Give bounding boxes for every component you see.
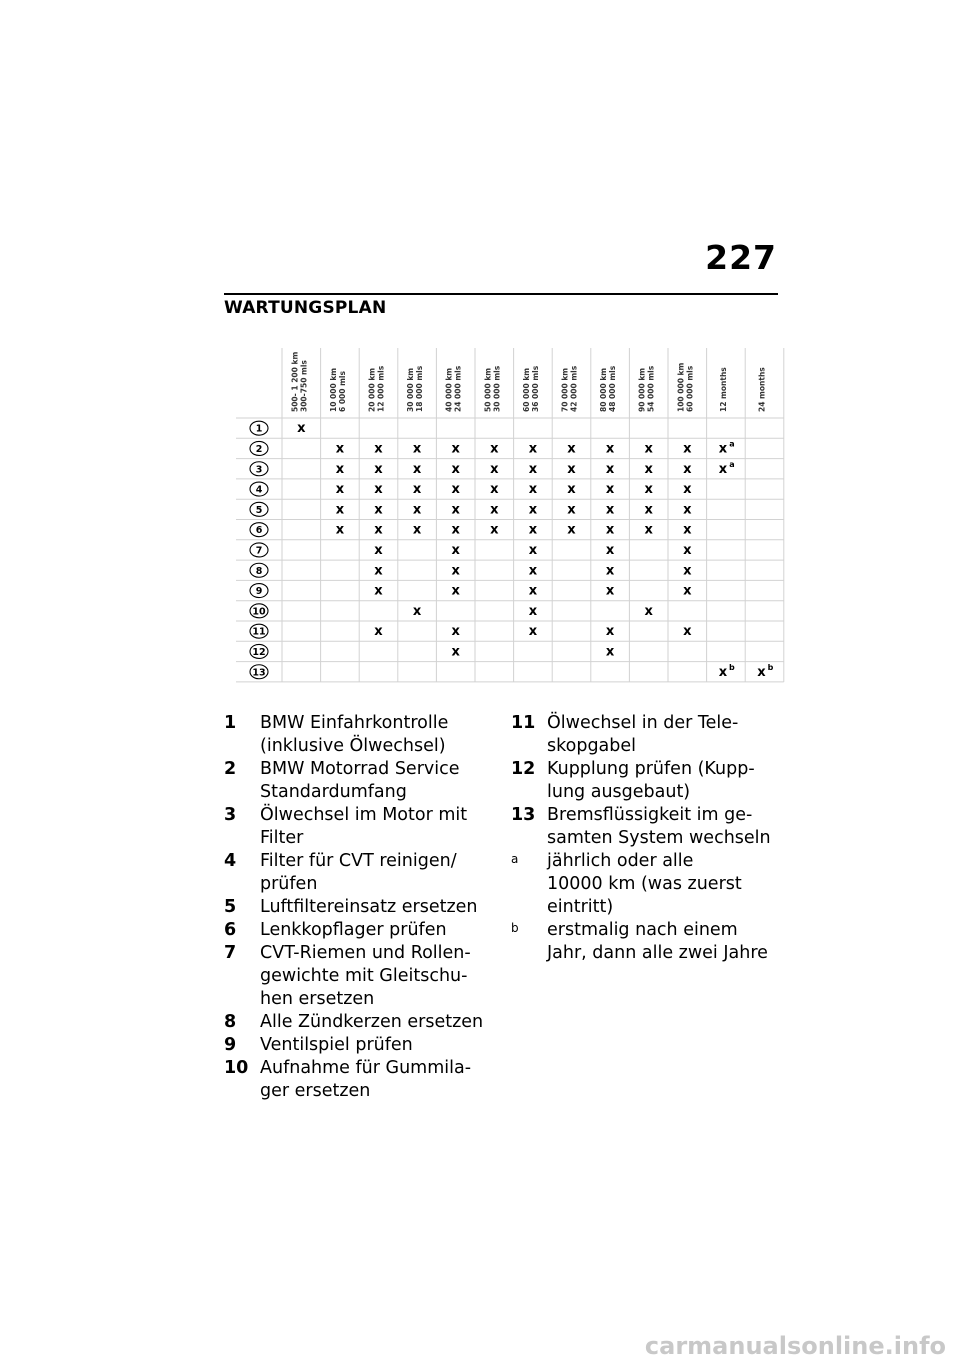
schedule-mark: x bbox=[374, 441, 383, 457]
schedule-mark: x bbox=[683, 624, 692, 640]
legend-text-line: erstmalig nach einem bbox=[547, 920, 738, 940]
schedule-mark: x bbox=[683, 441, 692, 457]
legend-text-line: Aufnahme für Gummila- bbox=[260, 1058, 472, 1078]
schedule-mark: x bbox=[683, 542, 692, 558]
legend-text bbox=[260, 804, 484, 850]
legend-item bbox=[511, 850, 781, 919]
schedule-mark: x bbox=[412, 482, 422, 498]
row-number: 8 bbox=[255, 565, 263, 577]
legend-text-line: Ölwechsel in der Tele- bbox=[547, 713, 739, 733]
section-title: WARTUNGSPLAN bbox=[224, 298, 387, 318]
legend-text bbox=[260, 919, 484, 942]
schedule-mark: x bbox=[644, 502, 653, 518]
column-header: 40 000 km24 000 mls bbox=[444, 365, 463, 412]
schedule-mark: x bbox=[528, 542, 538, 558]
legend-text bbox=[547, 712, 781, 758]
schedule-mark: x bbox=[528, 482, 538, 498]
legend-item bbox=[224, 850, 484, 896]
row-number: 7 bbox=[255, 545, 263, 557]
legend-text-line: Alle Zündkerzen ersetzen bbox=[260, 1012, 484, 1032]
schedule-mark: x bbox=[451, 482, 460, 498]
schedule-mark: x bbox=[528, 583, 538, 599]
legend-number: 8 bbox=[224, 1012, 237, 1032]
legend-text-line: jährlich oder alle bbox=[547, 851, 694, 871]
legend-number: 1 bbox=[224, 713, 237, 733]
row-number: 12 bbox=[252, 646, 266, 658]
legend-item bbox=[224, 1011, 484, 1034]
legend-text bbox=[547, 919, 781, 965]
legend-text-line: CVT-Riemen und Rollen- bbox=[260, 943, 471, 963]
schedule-mark: x bbox=[683, 482, 692, 498]
schedule-mark: x bbox=[757, 664, 766, 680]
schedule-mark: x bbox=[683, 522, 692, 538]
schedule-mark: x bbox=[718, 441, 728, 457]
legend-text-line: lung ausgebaut) bbox=[547, 782, 691, 802]
row-number: 1 bbox=[255, 423, 263, 435]
schedule-mark: x bbox=[374, 563, 383, 579]
legend-text bbox=[260, 1034, 484, 1057]
schedule-mark: x bbox=[528, 461, 538, 477]
legend-text-line: skopgabel bbox=[547, 736, 637, 756]
schedule-mark: x bbox=[528, 502, 538, 518]
legend-number: 11 bbox=[511, 713, 536, 733]
header-rule bbox=[224, 293, 778, 295]
column-header: 100 000 km60 000 mls bbox=[676, 362, 695, 412]
legend-right-column bbox=[511, 712, 781, 965]
legend-number: 9 bbox=[224, 1035, 237, 1055]
schedule-mark: x bbox=[335, 522, 345, 538]
column-header: 20 000 km12 000 mls bbox=[367, 365, 386, 412]
legend-text-line: samten System wechseln bbox=[547, 828, 771, 848]
legend-text bbox=[260, 1057, 484, 1103]
schedule-mark: x bbox=[683, 461, 692, 477]
legend-left-column bbox=[224, 712, 484, 1103]
schedule-mark: x bbox=[451, 542, 460, 558]
legend-text bbox=[260, 896, 484, 919]
schedule-mark: x bbox=[567, 522, 576, 538]
legend-item bbox=[224, 804, 484, 850]
schedule-mark: x bbox=[528, 522, 538, 538]
schedule-mark: x bbox=[490, 482, 499, 498]
legend-number: 2 bbox=[224, 759, 237, 779]
schedule-mark-footnote: a bbox=[729, 439, 735, 449]
legend-item bbox=[511, 919, 781, 965]
legend-number: 10 bbox=[224, 1058, 249, 1078]
column-header: 30 000 km18 000 mls bbox=[406, 365, 425, 412]
schedule-mark: x bbox=[412, 502, 422, 518]
schedule-mark: x bbox=[605, 542, 615, 558]
column-header: 60 000 km36 000 mls bbox=[521, 365, 540, 412]
legend-item bbox=[224, 712, 484, 758]
legend-text-line: Luftfiltereinsatz ersetzen bbox=[260, 897, 478, 917]
legend-text bbox=[260, 850, 484, 896]
row-number: 11 bbox=[252, 626, 266, 638]
schedule-mark: x bbox=[374, 502, 383, 518]
column-header: 12 months bbox=[718, 367, 728, 412]
legend-text-line: prüfen bbox=[260, 874, 318, 894]
schedule-mark: x bbox=[718, 664, 728, 680]
schedule-mark: x bbox=[451, 644, 460, 660]
legend-text bbox=[547, 804, 781, 850]
watermark: carmanualsonline.info bbox=[644, 1332, 946, 1360]
row-number: 10 bbox=[252, 606, 266, 618]
schedule-mark: x bbox=[412, 603, 422, 619]
schedule-mark: x bbox=[528, 441, 538, 457]
schedule-mark-footnote: a bbox=[729, 459, 735, 469]
schedule-mark: x bbox=[490, 522, 499, 538]
schedule-mark: x bbox=[605, 502, 615, 518]
schedule-mark: x bbox=[490, 441, 499, 457]
legend-text-line: Filter für CVT reinigen/ bbox=[260, 851, 457, 871]
schedule-mark: x bbox=[567, 482, 576, 498]
legend-item bbox=[224, 758, 484, 804]
schedule-mark: x bbox=[374, 542, 383, 558]
schedule-mark: x bbox=[718, 461, 728, 477]
legend-text-line: BMW Motorrad Service bbox=[260, 759, 460, 779]
schedule-mark: x bbox=[297, 421, 306, 437]
column-header: 500- 1 200 km300-750 mls bbox=[290, 351, 309, 412]
legend-text bbox=[260, 942, 484, 1011]
schedule-mark: x bbox=[683, 502, 692, 518]
legend-text bbox=[547, 758, 781, 804]
schedule-mark: x bbox=[374, 522, 383, 538]
row-number: 6 bbox=[255, 525, 263, 537]
legend-text-line: Kupplung prüfen (Kupp- bbox=[547, 759, 755, 779]
column-header: 24 months bbox=[757, 367, 767, 412]
schedule-mark: x bbox=[644, 603, 653, 619]
legend-footnote-marker: b bbox=[511, 921, 519, 935]
legend-item bbox=[224, 942, 484, 1011]
legend-text-line: BMW Einfahrkontrolle bbox=[260, 713, 449, 733]
schedule-mark: x bbox=[644, 441, 653, 457]
schedule-mark: x bbox=[451, 522, 460, 538]
legend-text-line: Jahr, dann alle zwei Jahre bbox=[547, 943, 768, 963]
schedule-mark: x bbox=[605, 644, 615, 660]
legend-text-line: eintritt) bbox=[547, 897, 614, 917]
legend-item bbox=[224, 919, 484, 942]
schedule-mark: x bbox=[644, 482, 653, 498]
column-header: 10 000 km6 000 mls bbox=[328, 367, 347, 412]
schedule-mark: x bbox=[567, 461, 576, 477]
legend-text-line: Lenkkopflager prüfen bbox=[260, 920, 447, 940]
column-header: 80 000 km48 000 mls bbox=[599, 365, 618, 412]
schedule-mark: x bbox=[528, 603, 538, 619]
maintenance-schedule-table bbox=[236, 348, 774, 688]
legend-number: 4 bbox=[224, 851, 237, 871]
legend-text bbox=[547, 850, 781, 919]
schedule-mark-footnote: b bbox=[767, 662, 774, 672]
legend-number: 12 bbox=[511, 759, 536, 779]
column-header: 90 000 km54 000 mls bbox=[637, 365, 656, 412]
schedule-mark: x bbox=[605, 482, 615, 498]
schedule-mark: x bbox=[567, 441, 576, 457]
schedule-mark: x bbox=[490, 502, 499, 518]
schedule-mark: x bbox=[605, 624, 615, 640]
schedule-mark: x bbox=[335, 502, 345, 518]
schedule-mark: x bbox=[451, 461, 460, 477]
schedule-mark: x bbox=[644, 461, 653, 477]
schedule-mark: x bbox=[490, 461, 499, 477]
legend-number: 3 bbox=[224, 805, 237, 825]
legend-text-line: Filter bbox=[260, 828, 304, 848]
row-number: 2 bbox=[255, 443, 263, 455]
schedule-mark: x bbox=[567, 502, 576, 518]
legend-text-line: Standardumfang bbox=[260, 782, 407, 802]
schedule-mark: x bbox=[605, 522, 615, 538]
schedule-mark: x bbox=[374, 482, 383, 498]
legend-text bbox=[260, 1011, 484, 1034]
legend-item bbox=[511, 804, 781, 850]
column-header: 50 000 km30 000 mls bbox=[483, 365, 502, 412]
schedule-mark-footnote: b bbox=[729, 662, 735, 672]
schedule-mark: x bbox=[683, 583, 692, 599]
legend-number: 6 bbox=[224, 920, 237, 940]
schedule-mark: x bbox=[374, 583, 383, 599]
row-number: 3 bbox=[255, 464, 263, 476]
schedule-mark: x bbox=[412, 522, 422, 538]
legend-number: 7 bbox=[224, 943, 237, 963]
legend-item bbox=[224, 896, 484, 919]
schedule-mark: x bbox=[412, 461, 422, 477]
schedule-mark: x bbox=[412, 441, 422, 457]
column-header: 70 000 km42 000 mls bbox=[560, 365, 579, 412]
legend-number: 13 bbox=[511, 805, 536, 825]
legend-footnote-marker: a bbox=[511, 852, 519, 866]
legend-text bbox=[260, 758, 484, 804]
schedule-mark: x bbox=[605, 461, 615, 477]
schedule-mark: x bbox=[528, 563, 538, 579]
page-number: 227 bbox=[705, 238, 777, 277]
schedule-mark: x bbox=[528, 624, 538, 640]
schedule-mark: x bbox=[451, 624, 460, 640]
row-number: 9 bbox=[255, 586, 263, 598]
row-number: 13 bbox=[252, 667, 266, 679]
schedule-mark: x bbox=[644, 522, 653, 538]
legend-text-line: Ölwechsel im Motor mit bbox=[260, 805, 468, 825]
schedule-mark: x bbox=[374, 461, 383, 477]
schedule-mark: x bbox=[451, 563, 460, 579]
legend-text-line: Bremsflüssigkeit im ge- bbox=[547, 805, 753, 825]
schedule-mark: x bbox=[451, 583, 460, 599]
legend-text-line: Ventilspiel prüfen bbox=[260, 1035, 413, 1055]
row-number: 5 bbox=[255, 504, 263, 516]
schedule-mark: x bbox=[605, 563, 615, 579]
legend-item bbox=[224, 1034, 484, 1057]
legend-text-line: (inklusive Ölwechsel) bbox=[260, 736, 446, 756]
schedule-mark: x bbox=[605, 441, 615, 457]
legend-item bbox=[224, 1057, 484, 1103]
legend-number: 5 bbox=[224, 897, 237, 917]
schedule-mark: x bbox=[374, 624, 383, 640]
legend-text-line: gewichte mit Gleitschu- bbox=[260, 966, 468, 986]
schedule-mark: x bbox=[683, 563, 692, 579]
schedule-mark: x bbox=[451, 441, 460, 457]
schedule-mark: x bbox=[335, 461, 345, 477]
schedule-mark: x bbox=[605, 583, 615, 599]
legend-item bbox=[511, 758, 781, 804]
schedule-mark: x bbox=[335, 482, 345, 498]
row-number: 4 bbox=[255, 484, 263, 496]
schedule-mark: x bbox=[335, 441, 345, 457]
legend-text-line: ger ersetzen bbox=[260, 1081, 371, 1101]
legend-item bbox=[511, 712, 781, 758]
schedule-mark: x bbox=[451, 502, 460, 518]
legend-text-line: hen ersetzen bbox=[260, 989, 375, 1009]
legend-text bbox=[260, 712, 484, 758]
legend-text-line: 10000 km (was zuerst bbox=[547, 874, 742, 894]
